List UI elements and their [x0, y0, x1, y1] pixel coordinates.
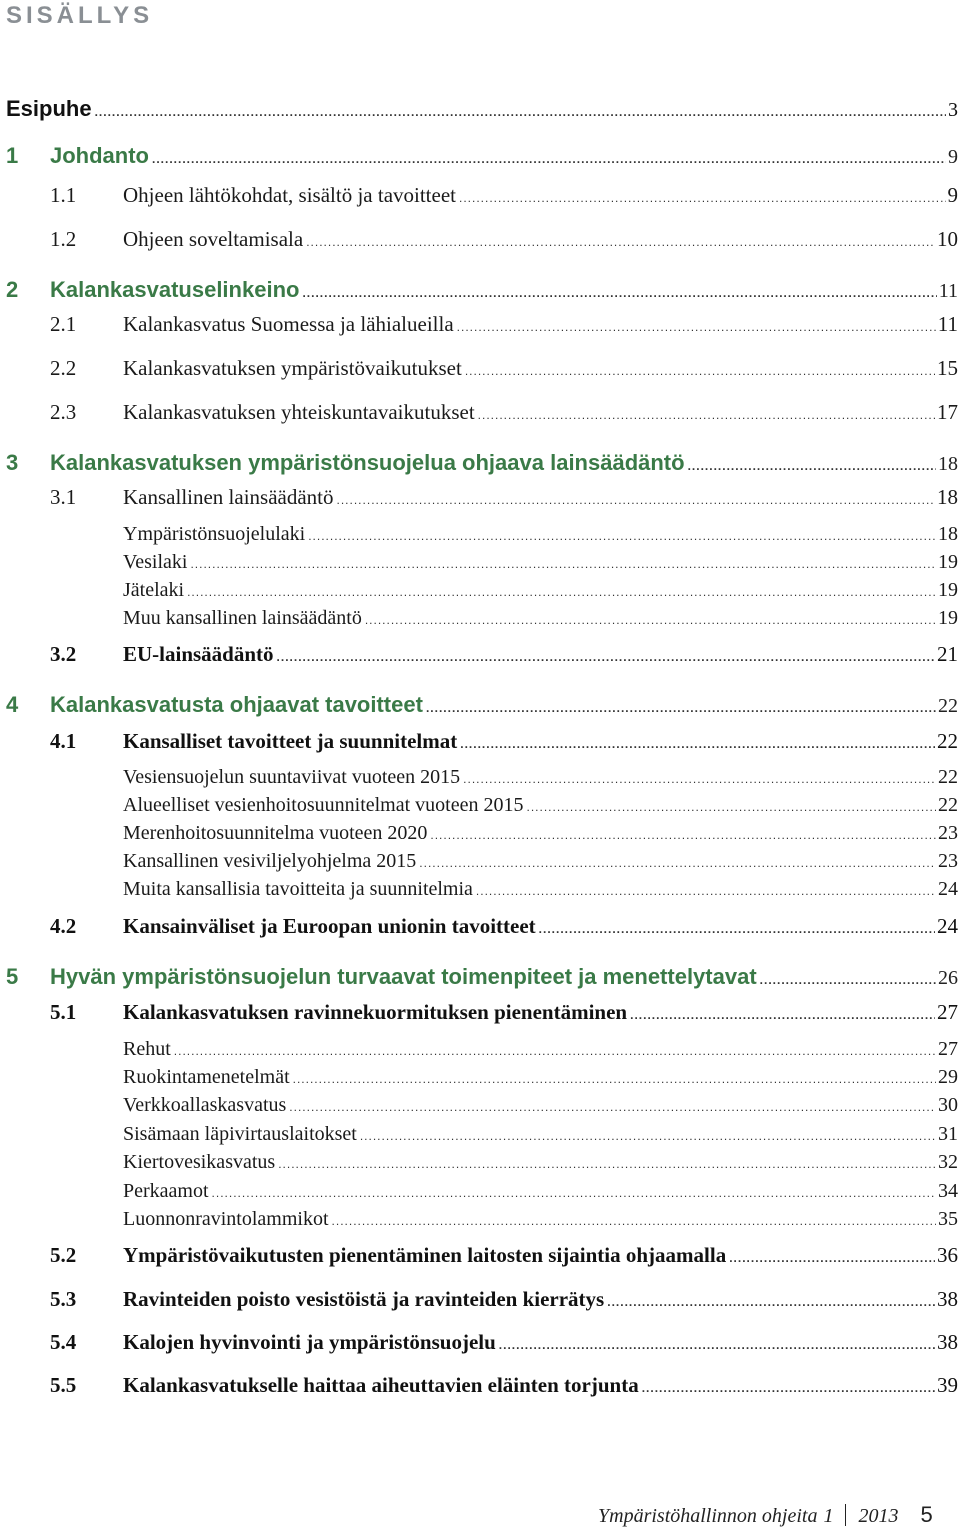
- dot-leader: [360, 1130, 936, 1142]
- dot-leader: [174, 1045, 936, 1057]
- toc-entry-title: Johdanto: [50, 145, 149, 167]
- toc-entry-page: 27: [938, 1039, 960, 1059]
- dot-leader: [457, 321, 936, 333]
- toc-entry-title: Kalankasvatus Suomessa ja lähialueilla: [123, 314, 454, 335]
- toc-entry-title: Ohjeen lähtökohdat, sisältö ja tavoitteet: [123, 185, 456, 206]
- toc-entry-title: Kansalliset tavoitteet ja suunnitelmat: [123, 731, 457, 752]
- toc-entry-title: Kalankasvatuksen ympäristönsuojelua ohjaava lainsäädäntö: [50, 452, 685, 474]
- toc-entry-title: Perkaamot: [123, 1181, 209, 1201]
- toc-entry-number: 3.1: [50, 487, 76, 508]
- toc-entry-number: 2.1: [50, 314, 76, 335]
- toc-entry-page: 23: [938, 851, 960, 871]
- toc-entry-page: 22: [938, 696, 960, 716]
- toc-entry-page: 29: [938, 1067, 960, 1087]
- dot-leader: [463, 773, 936, 785]
- toc-entry-title: Kalankasvatusta ohjaavat tavoitteet: [50, 694, 423, 716]
- toc-entry-page: 32: [938, 1152, 960, 1172]
- dot-leader: [526, 801, 936, 813]
- dot-leader: [419, 857, 936, 869]
- toc-entry-title: Muu kansallinen lainsäädäntö: [123, 608, 362, 628]
- toc-entry-page: 22: [938, 795, 960, 815]
- dot-leader: [426, 702, 936, 714]
- toc-entry-title: Merenhoitosuunnitelma vuoteen 2020: [123, 823, 427, 843]
- toc-entry-title: Muita kansallisia tavoitteita ja suunnitelmia: [123, 879, 473, 899]
- toc-entry-title: Kalankasvatuksen ravinnekuormituksen pienentäminen: [123, 1002, 627, 1023]
- dot-leader: [642, 1382, 935, 1394]
- footer-separator: [845, 1504, 846, 1526]
- toc-entry-title: Kalankasvatuselinkeino: [50, 279, 299, 301]
- dot-leader: [308, 530, 936, 542]
- toc-entry-page: 9: [948, 185, 960, 206]
- toc-entry-title: Ympäristönsuojelulaki: [123, 524, 305, 544]
- toc-entry-page: 24: [938, 879, 960, 899]
- toc-entry-page: 38: [937, 1289, 960, 1310]
- toc-entry-title: Rehut: [123, 1039, 171, 1059]
- page-heading: SISÄLLYS: [6, 2, 153, 30]
- toc-entry-page: 18: [938, 454, 960, 474]
- toc-entry-number: 2.3: [50, 402, 76, 423]
- dot-leader: [365, 614, 936, 626]
- toc-entry-page: 21: [937, 644, 960, 665]
- toc-entry-page: 34: [938, 1181, 960, 1201]
- dot-leader: [459, 192, 946, 204]
- dot-leader: [476, 885, 936, 897]
- toc-entry-title: Ohjeen soveltamisala: [123, 229, 303, 250]
- toc-entry-page: 36: [937, 1245, 960, 1266]
- toc-entry-page: 31: [938, 1124, 960, 1144]
- toc-entry-page: 15: [937, 358, 960, 379]
- page-footer: [598, 1500, 933, 1528]
- dot-leader: [190, 558, 936, 570]
- toc-entry-title: Ympäristövaikutusten pienentäminen laitosten sijaintia ohjaamalla: [123, 1245, 726, 1266]
- toc-entry-page: 30: [938, 1095, 960, 1115]
- toc-entry-title: Sisämaan läpivirtauslaitokset: [123, 1124, 357, 1144]
- toc-entry-page: 39: [937, 1375, 960, 1396]
- toc-entry-page: 19: [938, 608, 960, 628]
- dot-leader: [630, 1009, 935, 1021]
- toc-entry-title: Kalankasvatuksen yhteiskuntavaikutukset: [123, 402, 475, 423]
- toc-entry-number: 2.2: [50, 358, 76, 379]
- toc-entry-title: Verkkoallaskasvatus: [123, 1095, 286, 1115]
- toc-entry-number: 5.1: [50, 1002, 76, 1023]
- toc-entry-page: 26: [938, 968, 960, 988]
- toc-entry-title: Jätelaki: [123, 580, 184, 600]
- dot-leader: [293, 1073, 936, 1085]
- toc-entry-title: Kiertovesikasvatus: [123, 1152, 275, 1172]
- toc-entry-page: 27: [937, 1002, 960, 1023]
- toc-entry-number: 4: [6, 694, 18, 716]
- dot-leader: [607, 1296, 935, 1308]
- footer-publication: Ympäristöhallinnon ohjeita: [598, 1505, 817, 1528]
- toc-entry-number: 2: [6, 279, 18, 301]
- dot-leader: [302, 287, 936, 299]
- dot-leader: [430, 829, 936, 841]
- dot-leader: [499, 1339, 935, 1351]
- toc-entry-title: Vesiensuojelun suuntaviivat vuoteen 2015: [123, 767, 460, 787]
- dot-leader: [465, 365, 935, 377]
- dot-leader: [539, 923, 935, 935]
- toc-entry-page: 11: [938, 314, 960, 335]
- footer-issue: 1: [823, 1505, 833, 1528]
- toc-entry-title: Alueelliset vesienhoitosuunnitelmat vuoteen 2015: [123, 795, 523, 815]
- dot-leader: [289, 1101, 936, 1113]
- dot-leader: [212, 1187, 936, 1199]
- footer-year: 2013: [858, 1505, 898, 1528]
- toc-entry-number: 1: [6, 145, 18, 167]
- toc-entry-page: 23: [938, 823, 960, 843]
- toc-entry-title: Kalankasvatuksen ympäristövaikutukset: [123, 358, 462, 379]
- toc-entry-title: Esipuhe: [6, 98, 92, 120]
- dot-leader: [277, 651, 935, 663]
- toc-entry-number: 3.2: [50, 644, 76, 665]
- dot-leader: [278, 1158, 936, 1170]
- toc-entry-page: 35: [938, 1209, 960, 1229]
- toc-entry-title: Luonnonravintolammikot: [123, 1209, 329, 1229]
- toc-entry-number: 1.2: [50, 229, 76, 250]
- toc-entry-title: Ruokintamenetelmät: [123, 1067, 290, 1087]
- toc-entry-title: Kansallinen lainsäädäntö: [123, 487, 334, 508]
- toc-entry-page: 9: [948, 147, 960, 167]
- toc-entry-page: 22: [937, 731, 960, 752]
- toc-entry-page: 38: [937, 1332, 960, 1353]
- dot-leader: [187, 586, 936, 598]
- toc-entry-number: 5.5: [50, 1375, 76, 1396]
- dot-leader: [152, 153, 946, 165]
- dot-leader: [306, 236, 935, 248]
- toc-entry-number: 5.4: [50, 1332, 76, 1353]
- dot-leader: [760, 974, 936, 986]
- toc-entry-page: 19: [938, 580, 960, 600]
- toc-entry-page: 11: [939, 281, 960, 301]
- dot-leader: [332, 1215, 936, 1227]
- dot-leader: [95, 106, 946, 118]
- toc-entry-title: Kansainväliset ja Euroopan unionin tavoitteet: [123, 916, 536, 937]
- dot-leader: [729, 1252, 935, 1264]
- toc-entry-title: Ravinteiden poisto vesistöistä ja ravinteiden kierrätys: [123, 1289, 604, 1310]
- toc-entry-title: Vesilaki: [123, 552, 187, 572]
- toc-entry-page: 18: [937, 487, 960, 508]
- toc-entry-page: 3: [948, 100, 960, 120]
- toc-entry-number: 5.2: [50, 1245, 76, 1266]
- toc-entry-title: Kalojen hyvinvointi ja ympäristönsuojelu: [123, 1332, 496, 1353]
- toc-entry-page: 17: [937, 402, 960, 423]
- toc-entry-page: 10: [937, 229, 960, 250]
- toc-entry-title: Kansallinen vesiviljelyohjelma 2015: [123, 851, 416, 871]
- toc-entry-page: 24: [937, 916, 960, 937]
- toc-entry-page: 18: [938, 524, 960, 544]
- dot-leader: [337, 494, 935, 506]
- toc-entry-number: 4.1: [50, 731, 76, 752]
- toc-entry-number: 3: [6, 452, 18, 474]
- toc-entry-number: 4.2: [50, 916, 76, 937]
- dot-leader: [688, 460, 936, 472]
- toc-entry-title: Kalankasvatukselle haittaa aiheuttavien eläinten torjunta: [123, 1375, 639, 1396]
- toc-entry-title: EU-lainsäädäntö: [123, 644, 274, 665]
- page-number: 5: [920, 1502, 932, 1528]
- dot-leader: [478, 409, 935, 421]
- toc-entry-page: 19: [938, 552, 960, 572]
- toc-entry-number: 5.3: [50, 1289, 76, 1310]
- toc-entry-number: 5: [6, 966, 18, 988]
- dot-leader: [460, 738, 935, 750]
- toc-entry-page: 22: [938, 767, 960, 787]
- toc-entry-title: Hyvän ympäristönsuojelun turvaavat toimenpiteet ja menettelytavat: [50, 966, 757, 988]
- toc-entry-number: 1.1: [50, 185, 76, 206]
